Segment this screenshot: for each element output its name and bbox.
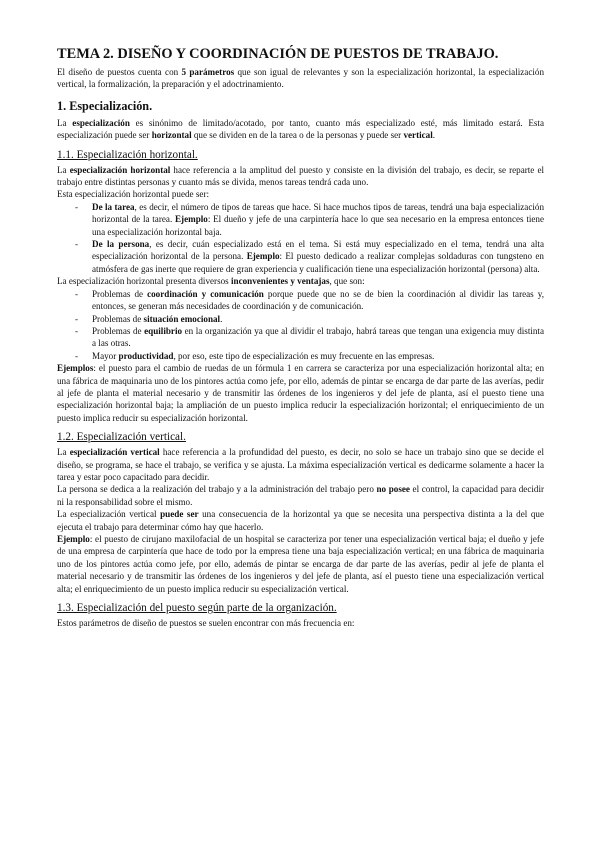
list-item-productividad: - Mayor productividad, por eso, este tipo de especialización es muy frecuente en las empresas. (57, 350, 544, 362)
bold-term: Ejemplo (57, 534, 90, 544)
bold-term: Ejemplo (174, 214, 208, 225)
horizontal-paragraph-3: La especialización horizontal presenta diversos inconvenientes y ventajas, que son: (57, 276, 365, 287)
bold-term: situación emocional (143, 313, 221, 324)
bold-term: De la tarea (92, 201, 135, 212)
bold-term: 5 parámetros (181, 67, 235, 77)
bold-term: Ejemplo (246, 251, 280, 262)
vertical-example-paragraph: Ejemplo: el puesto de cirujano maxilofacial de un hospital se caracteriza por tener una especialización vertical baja; el dueño y jefe de una empresa de carpintería que hace de todo por la empresa tiene una baja especialización vertical; en una fábrica de maquinaria uno de los pintores actúa como jefe, por ello, además de pintar se encarga de dar parte de las averías, pedir al jefe de planta el material necesario y de transmitir las órdenes de los ingenieros y del jefe de planta, así el puesto tiene una especialización vertical alta; el enriquecimiento de un puesto implica reducir su especialización vertical. (57, 534, 544, 594)
list-item-tarea: - De la tarea, es decir, el número de tipos de tareas que hace. Si hace muchos tipos de tareas, tendrá una baja especialización horizontal de la tarea. Ejemplo: El dueño y jefe de una carpintería hace lo que sea necesario en la empresa entonces tiene una especialización horizontal baja. (57, 201, 544, 238)
list-item-situacion: - Problemas de situación emocional. (57, 313, 544, 325)
subsection-heading-vertical: 1.2. Especialización vertical. (57, 431, 186, 444)
bold-term: especialización vertical (69, 447, 160, 458)
bold-term: vertical (403, 130, 433, 141)
bold-term: equilibrio (144, 325, 183, 336)
list-item-coordinacion: - Problemas de coordinación y comunicación porque puede que no se de bien la coordinación al dividir las tareas y, entonces, se generan más necesidades de coordinación y de comunicación. (57, 288, 544, 313)
organizacion-paragraph: Estos parámetros de diseño de puestos se suelen encontrar con más frecuencia en: (57, 618, 355, 629)
bold-term: no posee (376, 484, 410, 495)
horizontal-paragraph-1: La especialización horizontal hace referencia a la amplitud del puesto y consiste en la división del trabajo, es decir, se reparte el trabajo entre distintas personas y cuanto más se divida, menos tareas tendrá cada uno. (57, 164, 545, 188)
bold-term: inconvenientes y ventajas (230, 276, 330, 287)
vertical-paragraph-3: La especialización vertical puede ser una consecuencia de la horizontal ya que se necesita una perspectiva distinta a la del que ejecuta el trabajo para determinar cómo hay que hacerlo. (57, 509, 544, 532)
bold-term: coordinación y comunicación (147, 288, 264, 299)
document-title: TEMA 2. DISEÑO Y COORDINACIÓN DE PUESTOS DE TRABAJO. (57, 46, 499, 62)
section1-paragraph: La especialización es sinónimo de limitado/acotado, por tanto, cuanto más especializado esté, más limitado estará. Esta especialización puede ser horizontal que se dividen en de la tarea o de la personas y puede ser vertical. (57, 117, 544, 141)
bold-term: horizontal (151, 130, 192, 141)
vertical-paragraph-1: La especialización vertical hace referencia a la profundidad del puesto, es decir, no solo se hace un trabajo sino que se decide el diseño, se programa, se hace el trabajo, se verifica y se ajusta. La máxima especialización vertical es dedicarme solamente a hacer la tarea y estar poco capacitado para decidir. (57, 447, 544, 482)
intro-paragraph: El diseño de puestos cuenta con 5 parámetros que son igual de relevantes y son la especialización horizontal, la especialización vertical, la formalización, la preparación y el adoctrinamiento. (57, 67, 544, 90)
list-item-persona: - De la persona, es decir, cuán especializado está en el tema. Si está muy especializado en el tema, tendrá una alta especialización horizontal de la persona. Ejemplo: El puesto dedicado a realizar complejas soldaduras con tungsteno en atmósfera de gas inerte que requiere de gran experiencia y cualificación tiene una especialización horizontal (persona) alta. (57, 238, 544, 275)
bold-term: puede ser (160, 509, 199, 520)
subsection-heading-organizacion: 1.3. Especialización del puesto según parte de la organización. (57, 602, 337, 615)
horizontal-types-list (57, 201, 544, 275)
section-heading-especializacion: 1. Especialización. (57, 98, 153, 113)
horizontal-examples-paragraph: Ejemplos: el puesto para el cambio de ruedas de un fórmula 1 en carrera se caracteriza por una especialización horizontal alta; en una fábrica de maquinaria uno de los pintores actúa como jefe, por ello, además de pintar se encarga de dar parte de las averías, pedir al jefe de planta el material necesario y de transmitir las órdenes de los ingenieros y del jefe de planta, así el puesto tiene una especialización horizontal baja; la ampliación de un puesto implica reducir la especialización horizontal; el enriquecimiento de un puesto implica reducir su especialización horizontal. (57, 363, 544, 423)
subsection-heading-horizontal: 1.1. Especialización horizontal. (57, 148, 198, 161)
vertical-paragraph-2: La persona se dedica a la realización del trabajo y a la administración del trabajo pero no posee el control, la capacidad para decidir ni la responsabilidad sobre el mismo. (57, 484, 545, 507)
bold-term: especialización horizontal (69, 164, 171, 175)
bold-term: De la persona (92, 239, 150, 250)
bold-term: Ejemplos (57, 363, 94, 374)
inconvenientes-list (57, 288, 544, 362)
list-item-equilibrio: - Problemas de equilibrio en la organización ya que al dividir el trabajo, habrá tareas que tengan una exigencia muy distinta a las otras. (57, 325, 544, 350)
bold-term: productividad (118, 350, 174, 361)
horizontal-paragraph-2: Esta especialización horizontal puede ser: (57, 189, 210, 200)
bold-term: especialización (72, 117, 130, 128)
